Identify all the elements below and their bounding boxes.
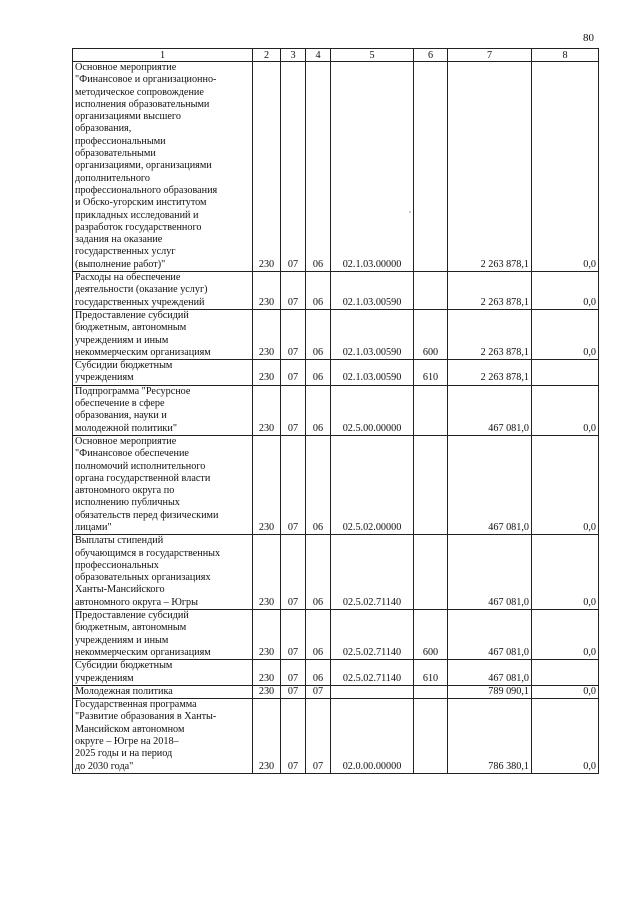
code-target-article: 02.1.03.00590 (331, 272, 414, 310)
table-row (73, 385, 599, 435)
row-description: Предоставление субсидий бюджетным, автономным учреждениям и иным некоммерческим организациям (73, 309, 253, 359)
code-subsection: 06 (306, 610, 331, 660)
code-expense-type (414, 685, 448, 698)
code-admin: 230 (253, 535, 281, 610)
row-description: Подпрограмма "Ресурсное обеспечение в сфере образования, науки и молодежной политики" (73, 385, 253, 435)
code-expense-type: 600 (414, 309, 448, 359)
row-description: Молодежная политика (73, 685, 253, 698)
code-expense-type (414, 535, 448, 610)
code-admin: 230 (253, 62, 281, 272)
amount-change (532, 360, 599, 386)
code-target-article: 02.5.02.00000 (331, 435, 414, 534)
table-row (73, 272, 599, 310)
amount-approved: 467 081,0 (448, 660, 532, 686)
code-target-article: 02.1.03.00590 (331, 309, 414, 359)
header-cell: 7 (448, 49, 532, 62)
code-subsection: 06 (306, 385, 331, 435)
code-admin: 230 (253, 360, 281, 386)
code-admin: 230 (253, 309, 281, 359)
code-admin: 230 (253, 435, 281, 534)
amount-change: 0,0 (532, 272, 599, 310)
code-section: 07 (281, 535, 306, 610)
header-cell: 2 (253, 49, 281, 62)
code-target-article: 02.1.03.00590 (331, 360, 414, 386)
code-admin: 230 (253, 699, 281, 774)
table-row (73, 360, 599, 386)
table-row (73, 699, 599, 774)
amount-approved: 789 090,1 (448, 685, 532, 698)
code-subsection: 07 (306, 699, 331, 774)
code-expense-type: 610 (414, 660, 448, 686)
row-description: Выплаты стипендий обучающимся в государственных профессиональных образовательных организациях Ханты-Мансийского автономного округа – Югры (73, 535, 253, 610)
page-number: 80 (583, 32, 594, 44)
code-section: 07 (281, 309, 306, 359)
code-admin: 230 (253, 685, 281, 698)
table-row (73, 685, 599, 698)
code-admin: 230 (253, 610, 281, 660)
code-section: 07 (281, 272, 306, 310)
table-row (73, 435, 599, 534)
header-cell: 4 (306, 49, 331, 62)
code-admin: 230 (253, 660, 281, 686)
code-section: 07 (281, 699, 306, 774)
code-expense-type (414, 699, 448, 774)
row-description: Основное мероприятие "Финансовое и организационно- методическое сопровождение исполнения образовательными организациями высшего образования, профессиональными образовательными организациями, организациями дополнительного профессионального образования и Обско-угорским институтом прикладных исследований и разработок государственного задания на оказание государственных услуг (выполнение работ)" (73, 62, 253, 272)
code-subsection: 06 (306, 435, 331, 534)
header-cell: 5 (331, 49, 414, 62)
table-header-row (73, 49, 599, 62)
code-section: 07 (281, 685, 306, 698)
code-target-article: 02.0.00.00000 (331, 699, 414, 774)
amount-change: 0,0 (532, 385, 599, 435)
header-cell: 1 (73, 49, 253, 62)
code-subsection: 06 (306, 360, 331, 386)
amount-approved: 786 380,1 (448, 699, 532, 774)
code-target-article: 02.5.02.71140 (331, 535, 414, 610)
code-target-article: 02.5.02.71140 (331, 660, 414, 686)
amount-change: 0,0 (532, 685, 599, 698)
table-row (73, 660, 599, 686)
header-cell: 8 (532, 49, 599, 62)
amount-change: 0,0 (532, 535, 599, 610)
table-row (73, 309, 599, 359)
code-subsection: 06 (306, 535, 331, 610)
amount-approved: 2 263 878,1 (448, 309, 532, 359)
code-target-article: 02.5.00.00000 (331, 385, 414, 435)
row-description: Государственная программа "Развитие образования в Ханты- Мансийском автономном округе – Югре на 2018– 2025 годы и на период до 2030 года" (73, 699, 253, 774)
row-description: Основное мероприятие "Финансовое обеспечение полномочий исполнительного органа государственной власти автономного округа по исполнению публичных обязательств перед физическими лицами" (73, 435, 253, 534)
amount-approved: 2 263 878,1 (448, 360, 532, 386)
code-expense-type (414, 272, 448, 310)
code-target-article (331, 685, 414, 698)
budget-table (72, 48, 599, 774)
code-expense-type (414, 385, 448, 435)
code-section: 07 (281, 610, 306, 660)
amount-change: 0,0 (532, 699, 599, 774)
code-section: 07 (281, 360, 306, 386)
code-subsection: 06 (306, 272, 331, 310)
scan-speck (409, 211, 411, 213)
code-expense-type (414, 435, 448, 534)
code-admin: 230 (253, 385, 281, 435)
code-section: 07 (281, 385, 306, 435)
code-target-article: 02.1.03.00000 (331, 62, 414, 272)
row-description: Субсидии бюджетным учреждениям (73, 360, 253, 386)
code-subsection: 06 (306, 62, 331, 272)
code-section: 07 (281, 660, 306, 686)
code-section: 07 (281, 62, 306, 272)
code-subsection: 07 (306, 685, 331, 698)
code-admin: 230 (253, 272, 281, 310)
row-description: Предоставление субсидий бюджетным, автономным учреждениям и иным некоммерческим организациям (73, 610, 253, 660)
table-row (73, 62, 599, 272)
amount-approved: 467 081,0 (448, 435, 532, 534)
amount-change (532, 660, 599, 686)
header-cell: 6 (414, 49, 448, 62)
table-row (73, 610, 599, 660)
amount-approved: 2 263 878,1 (448, 272, 532, 310)
table-row (73, 535, 599, 610)
amount-change: 0,0 (532, 62, 599, 272)
code-subsection: 06 (306, 660, 331, 686)
amount-change: 0,0 (532, 309, 599, 359)
row-description: Субсидии бюджетным учреждениям (73, 660, 253, 686)
amount-change: 0,0 (532, 435, 599, 534)
row-description: Расходы на обеспечение деятельности (оказание услуг) государственных учреждений (73, 272, 253, 310)
amount-approved: 467 081,0 (448, 535, 532, 610)
amount-approved: 467 081,0 (448, 385, 532, 435)
amount-approved: 2 263 878,1 (448, 62, 532, 272)
amount-change: 0,0 (532, 610, 599, 660)
code-expense-type (414, 62, 448, 272)
code-target-article: 02.5.02.71140 (331, 610, 414, 660)
code-expense-type: 610 (414, 360, 448, 386)
code-expense-type: 600 (414, 610, 448, 660)
header-cell: 3 (281, 49, 306, 62)
code-subsection: 06 (306, 309, 331, 359)
amount-approved: 467 081,0 (448, 610, 532, 660)
code-section: 07 (281, 435, 306, 534)
